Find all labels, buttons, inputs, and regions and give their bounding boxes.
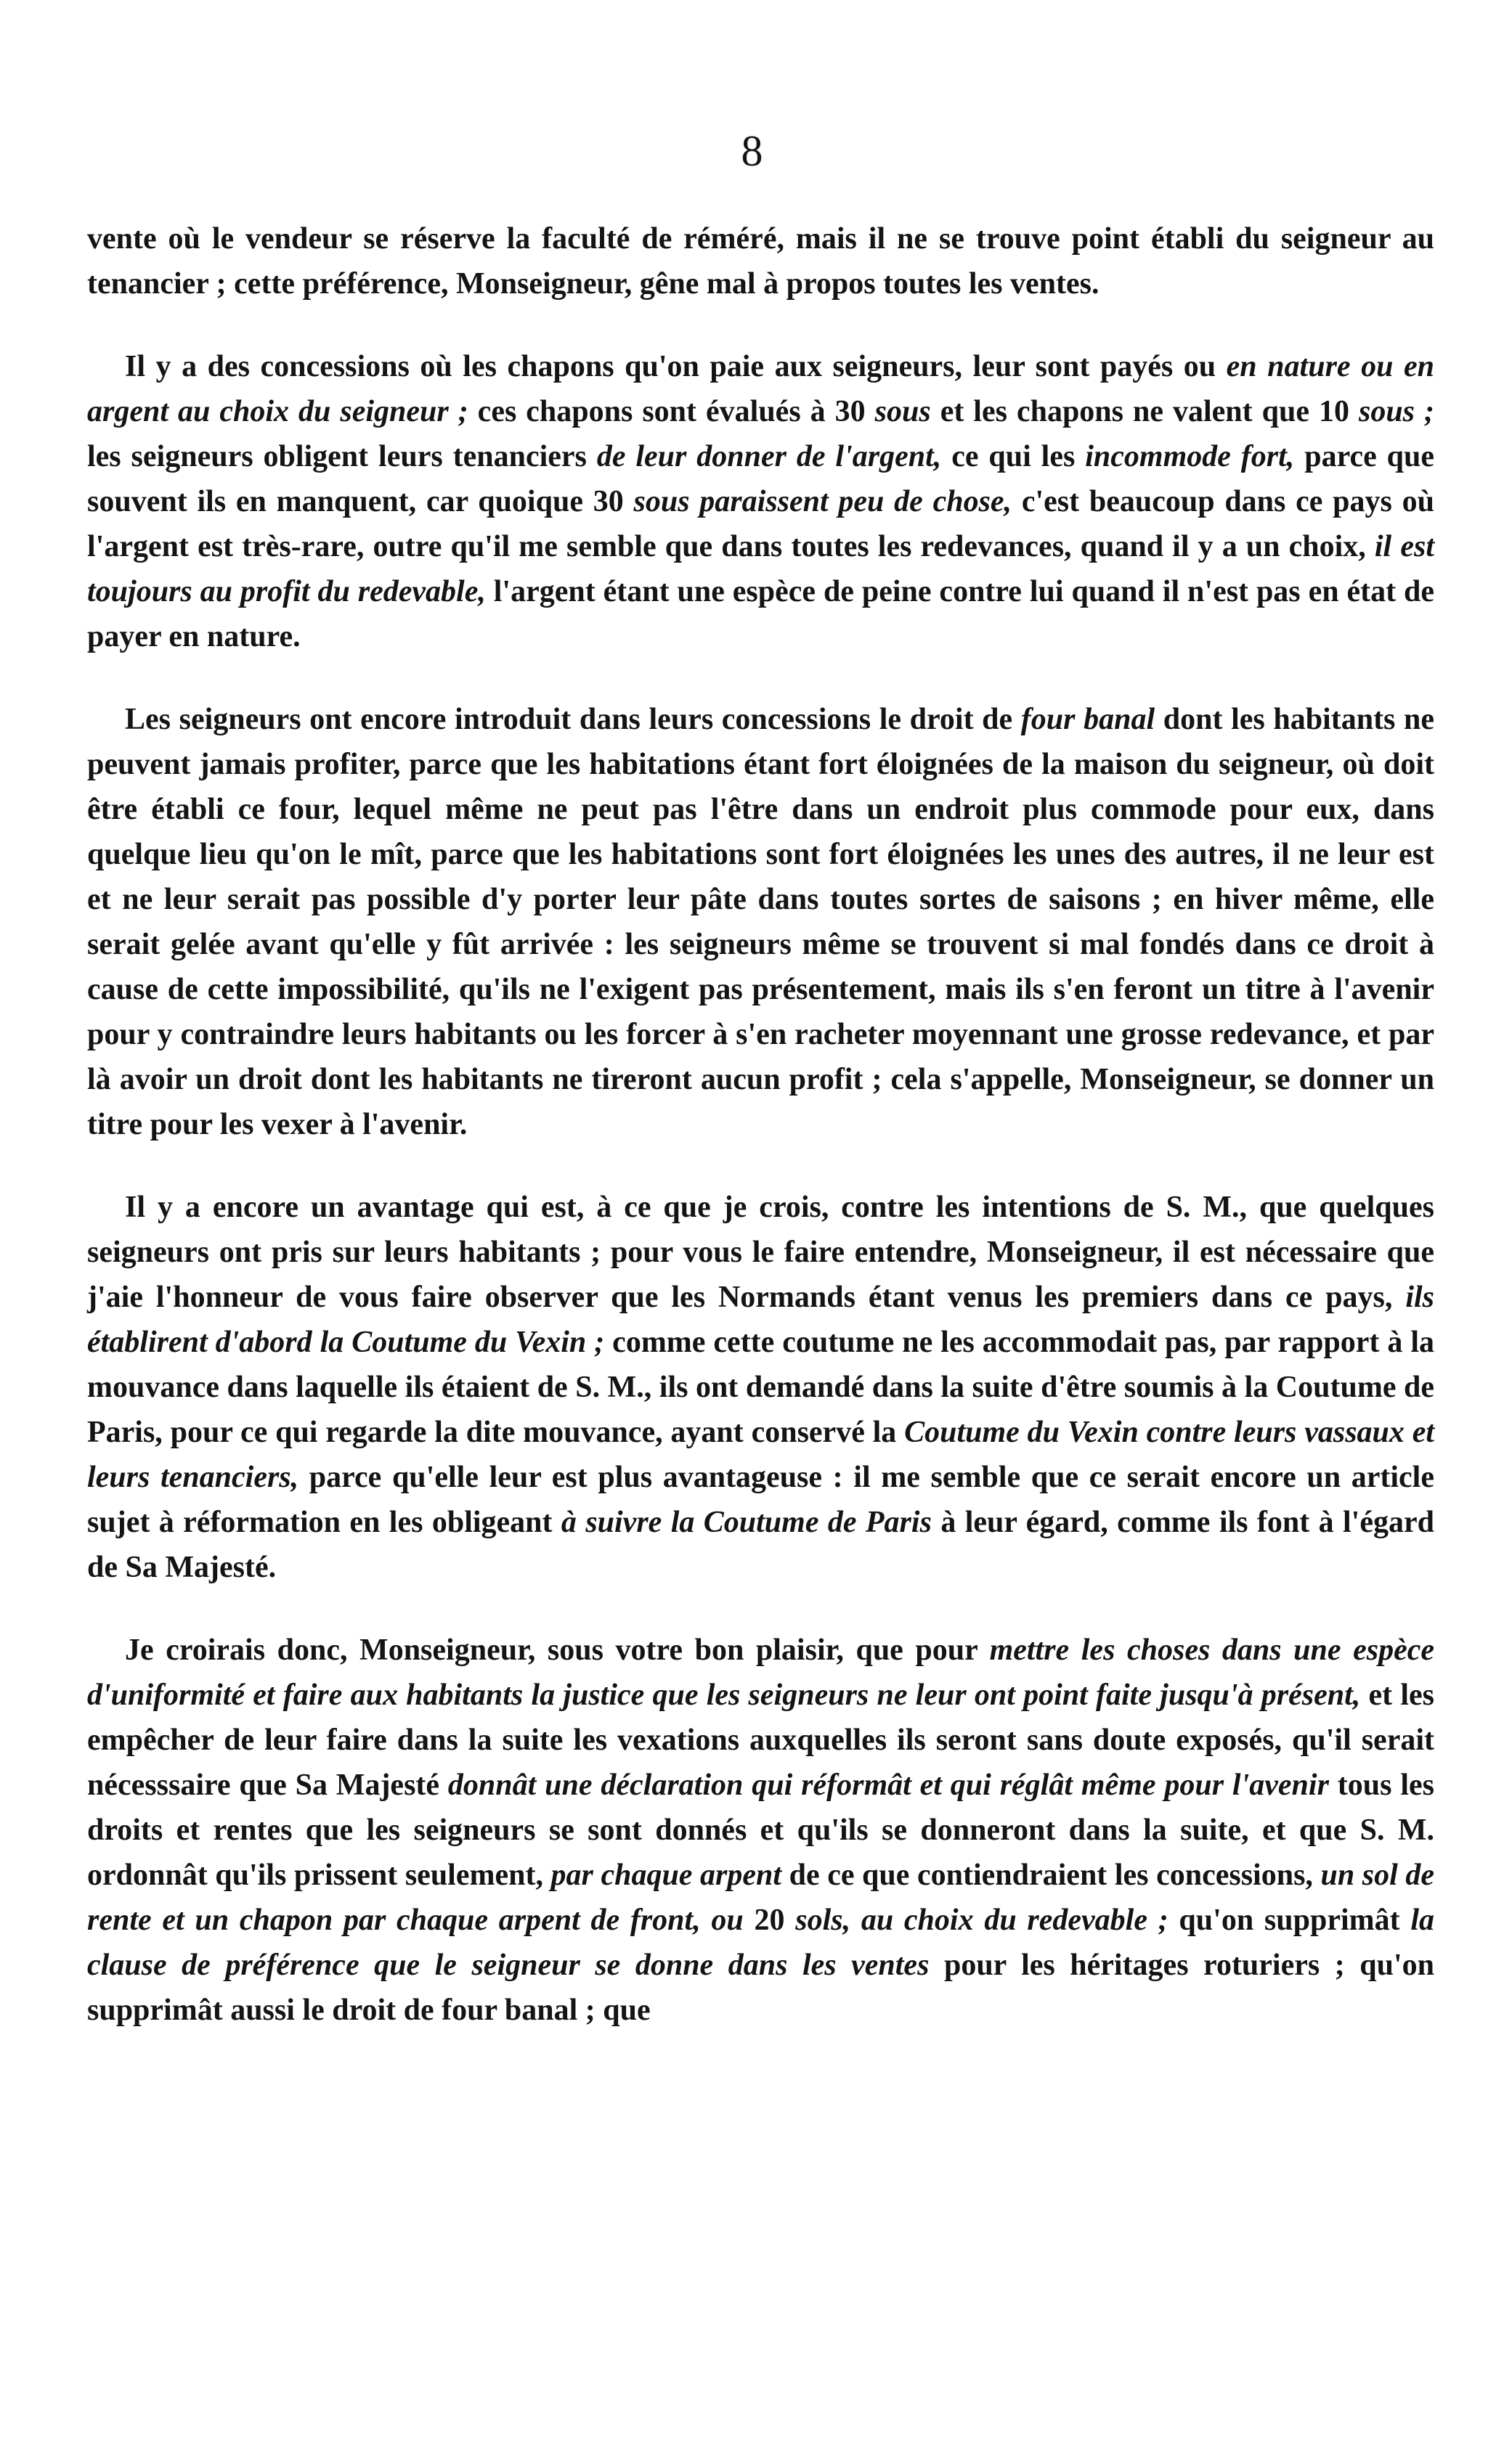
body-text: comme cette coutume ne les accommodait pas, par rapport à la mouvance dans laquelle ils étaient de S. M., ils ont demandé dans la suite d'être soumis à la Coutume de Paris, pour ce qui regarde la dite mouvance, ayant conservé la — [87, 1326, 1434, 1449]
italic-text: sous paraissent peu de chose, — [633, 485, 1012, 518]
italic-text: sous ; — [1358, 395, 1434, 428]
body-text: et les empêcher de leur faire dans la suite les vexations auxquelles ils seront sans doute exposés, qu'il serait nécesssaire que Sa Majesté — [87, 1678, 1434, 1802]
body-text: parce que souvent ils en manquent, car quoique 30 — [87, 440, 1435, 518]
body-text: Il y a des concessions où les chapons qu'on paie aux seigneurs, leur sont payés ou — [125, 350, 1227, 383]
italic-text: incommode fort, — [1085, 440, 1295, 473]
paragraph — [87, 344, 1434, 659]
body-text: qu'on supprimât — [1168, 1904, 1411, 1937]
italic-text: Coutume du Vexin contre leurs vassaux et leurs tenanciers, — [87, 1416, 1434, 1494]
italic-text: de leur donner de l'argent, — [596, 440, 942, 473]
body-text: de ce que contiendraient les concessions, — [781, 1859, 1321, 1892]
body-text: dont les habitants ne peuvent jamais profiter, parce que les habitations étant fort éloignées de la maison du seigneur, où doit être établi ce four, lequel même ne peut pas l'être dans un endroit plus commode pour eux, dans quelque lieu qu'on le mît, parce que les habitations sont fort éloignées les unes des autres, il ne leur est et ne leur serait pas possible d'y porter leur pâte dans toutes sortes de saisons ; en hiver même, elle serait gelée avant qu'elle y fût arrivée : les seigneurs même se trouvent si mal fondés dans ce droit à cause de cette impossibilité, qu'ils ne l'exigent pas présentement, mais ils s'en feront un titre à l'avenir pour y contraindre leurs habitants ou les forcer à s'en racheter moyennant une grosse redevance, et par là avoir un droit dont les habitants ne tireront aucun profit ; cela s'appelle, Monseigneur, se donner un titre pour les vexer à l'avenir. — [87, 703, 1435, 1141]
page-number: 8 — [741, 127, 763, 175]
body-text: à leur égard, comme ils font à l'égard de Sa Majesté. — [87, 1506, 1434, 1584]
body-text: l'argent étant une espèce de peine contre lui quand il n'est pas en état de payer en nature. — [87, 575, 1434, 653]
body-text: parce qu'elle leur est plus avantageuse : il me semble que ce serait encore un article sujet à réformation en les obligeant — [87, 1461, 1434, 1539]
text-body — [87, 216, 1434, 2033]
body-text: Il y a encore un avantage qui est, à ce que je crois, contre les intentions de S. M., que quelques seigneurs ont pris sur leurs habitants ; pour vous le faire entendre, Monseigneur, il est nécessaire que j'aie l'honneur de vous faire observer que les Normands étant venus les premiers dans ce pays, — [87, 1191, 1434, 1314]
italic-text: sous — [874, 395, 931, 428]
body-text: et les chapons ne valent que 10 — [930, 395, 1359, 428]
body-text: tous les droits et rentes que les seigneurs se sont donnés et qu'ils se donneront dans la suite, et que S. M. ordonnât qu'ils prissent seulement, — [87, 1769, 1434, 1892]
italic-text: donnât une déclaration qui réformât et qui réglât même pour l'avenir — [447, 1769, 1329, 1802]
body-text: ce qui les — [941, 440, 1086, 473]
italic-text: un sol de rente et un chapon par chaque arpent de front, ou — [87, 1859, 1435, 1937]
body-text: 20 — [743, 1904, 796, 1937]
body-text: Les seigneurs ont encore introduit dans leurs concessions le droit de — [125, 703, 1021, 736]
italic-text: ils établirent d'abord la Coutume du Vexin ; — [87, 1281, 1434, 1359]
paragraph-continuation — [87, 216, 1434, 306]
paragraph — [87, 697, 1434, 1147]
body-text: vente où le vendeur se réserve la faculté de réméré, mais il ne se trouve point établi du seigneur au tenancier ; cette préférence, Monseigneur, gêne mal à propos toutes les ventes. — [87, 222, 1434, 301]
body-text: les seigneurs obligent leurs tenanciers — [87, 440, 597, 473]
body-text: pour les héritages roturiers ; qu'on supprimât aussi le droit de four banal ; que — [87, 1949, 1435, 2027]
body-text: ces chapons sont évalués à 30 — [468, 395, 875, 428]
paragraph — [87, 1185, 1434, 1590]
italic-text: sols, au choix du redevable ; — [795, 1904, 1168, 1937]
italic-text: mettre les choses dans une espèce d'uniformité et faire aux habitants la justice que les seigneurs ne leur ont point faite jusqu'à présent, — [87, 1633, 1434, 1712]
italic-text: la clause de préférence que le seigneur se donne dans les ventes — [87, 1904, 1435, 1982]
italic-text: il est toujours au profit du redevable, — [87, 530, 1434, 608]
italic-text: four banal — [1020, 703, 1155, 736]
paragraph — [87, 1628, 1434, 2033]
italic-text: en nature ou en argent au choix du seigneur ; — [87, 350, 1434, 428]
body-text: c'est beaucoup dans ce pays où l'argent est très-rare, outre qu'il me semble que dans toutes les redevances, quand il y a un choix, — [87, 485, 1434, 563]
italic-text: à suivre la Coutume de Paris — [561, 1506, 932, 1539]
body-text: Je croirais donc, Monseigneur, sous votre bon plaisir, que pour — [125, 1633, 990, 1667]
italic-text: par chaque arpent — [550, 1859, 782, 1892]
